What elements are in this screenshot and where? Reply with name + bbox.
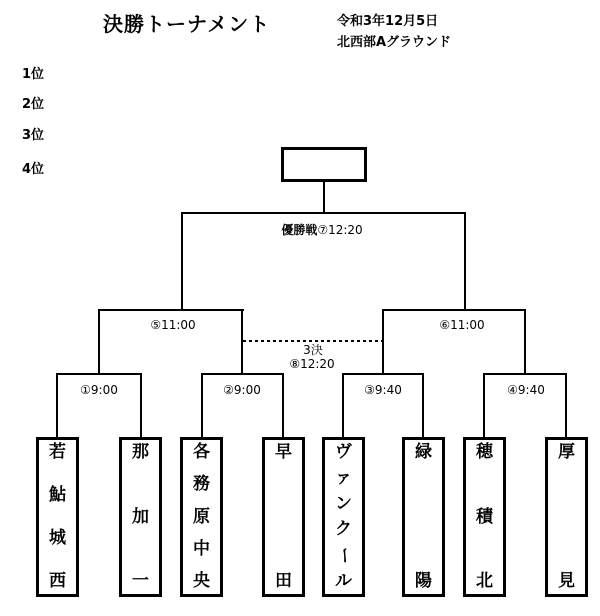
event-date: 令和3年12月5日 (337, 14, 439, 29)
quarterfinal-4-horizontal-line (483, 373, 567, 375)
quarterfinal-3-label: ③9:40 (364, 383, 402, 397)
rank-label-3: 3位 (22, 128, 45, 143)
team-drop-line-3 (201, 373, 203, 437)
team-drop-line-2 (140, 373, 142, 437)
final-right-drop-line (464, 212, 466, 311)
rank-label-2: 2位 (22, 97, 45, 112)
team-drop-line-8 (565, 373, 567, 437)
third-place-match-name: 3決 (303, 343, 323, 357)
team-drop-line-4 (282, 373, 284, 437)
semifinal-drop-line-3 (382, 309, 384, 375)
team-drop-line-5 (342, 373, 344, 437)
rank-label-1: 1位 (22, 67, 45, 82)
team-box: 若 鮎 城 西 (36, 437, 79, 597)
final-match-label (281, 224, 362, 237)
quarterfinal-1-label: ①9:00 (80, 383, 118, 397)
third-place-dashed-line (243, 340, 383, 342)
quarterfinal-4-label: ④9:40 (507, 383, 545, 397)
semifinal-right-horizontal-line (382, 309, 526, 311)
team-box: 早 田 (262, 437, 305, 597)
rank-label-4: 4位 (22, 162, 45, 177)
third-place-match-schedule: ⑧12:20 (289, 357, 335, 371)
quarterfinal-1-horizontal-line (56, 373, 142, 375)
champion-connector-line (323, 181, 325, 213)
champion-box (281, 147, 367, 182)
quarterfinal-2-label: ②9:00 (223, 383, 261, 397)
team-box: 那 加 一 (119, 437, 162, 597)
semifinal-drop-line-1 (98, 309, 100, 375)
team-box: 厚 見 (545, 437, 588, 597)
semifinal-left-label: ⑤11:00 (150, 318, 196, 332)
team-drop-line-7 (483, 373, 485, 437)
final-match-schedule: ⑦12:20 (317, 223, 363, 237)
page-title: 決勝トーナメント (103, 12, 271, 36)
final-match-name: 優勝戦 (281, 223, 318, 237)
team-box: 穂 積 北 (463, 437, 506, 597)
team-box: 各 務 原 中 央 (180, 437, 223, 597)
event-meta (337, 11, 451, 53)
semifinal-drop-line-2 (241, 309, 243, 375)
semifinal-right-label: ⑥11:00 (439, 318, 485, 332)
event-venue: 北西部Aグラウンド (337, 35, 452, 50)
quarterfinal-2-horizontal-line (201, 373, 284, 375)
final-horizontal-line (181, 212, 466, 214)
semifinal-drop-line-4 (524, 309, 526, 375)
team-box: 緑 陽 (402, 437, 445, 597)
team-drop-line-6 (422, 373, 424, 437)
team-drop-line-1 (56, 373, 58, 437)
team-box: ヴ ァ ン ク ー ル (322, 437, 365, 597)
final-left-drop-line (181, 212, 183, 311)
semifinal-left-horizontal-line (98, 309, 244, 311)
quarterfinal-3-horizontal-line (342, 373, 424, 375)
